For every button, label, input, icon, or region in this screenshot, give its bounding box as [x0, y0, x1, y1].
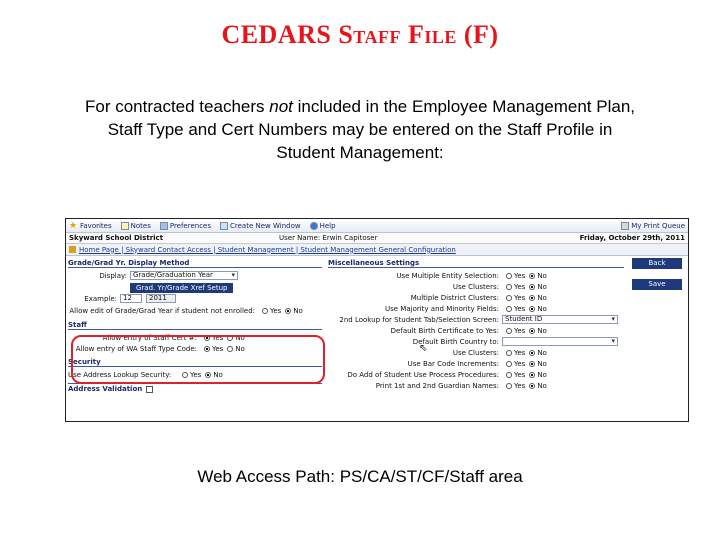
toolbar [66, 219, 688, 233]
setting-no-radio[interactable] [529, 284, 535, 290]
misc-settings-pane: Miscellaneous Settings Use Multiple Entity Selection: Yes No Use Clusters: Yes No Multiple District Clusters: Yes No Use Majority and Minority Fields: Yes No 2nd Lookup for Student Tab/Selection Screen: Student ID ▾ Default Birth Certificate to Yes: Yes No Default Birth Country to: ▾ Use Clusters: Yes No Use Bar Code Increments: Yes No Do Add of Student Use Process Procedures: Yes No Print 1st and 2nd Guardian Names: Yes No [328, 258, 624, 422]
setting-yes-radio[interactable] [506, 361, 512, 367]
save-button[interactable]: Save [632, 279, 682, 290]
setting-label: Multiple District Clusters: [410, 293, 499, 302]
setting-yes-radio[interactable] [506, 306, 512, 312]
left-settings-pane: Grade/Grad Yr. Display Method Display: Grade/Graduation Year ▾ Grad. Yr/Grade Xref Setup Example: 12 2011 Allow edit of Grade/Grad Year if student not enrolled: Yes No Staff Allow entry of Staff Cert #: Yes No Allow entry of WA Staff Type Code: Yes No Security Use Address Lookup Security: Yes No Address Validation [68, 258, 322, 422]
setting-yes-radio[interactable] [506, 350, 512, 356]
security-header: Security [68, 357, 322, 367]
emphasis-not: not [269, 97, 293, 116]
star-icon: ★ [69, 220, 78, 231]
setting-label: Do Add of Student Use Process Procedures: [347, 370, 499, 379]
address-validation-toggle[interactable] [146, 386, 153, 393]
setting-label: Use Bar Code Increments: [407, 359, 499, 368]
example-year: 2011 [146, 294, 176, 303]
setting-no-radio[interactable] [529, 350, 535, 356]
district-name: Skyward School District [69, 234, 164, 242]
mouse-cursor-icon: ⇖ [419, 343, 428, 354]
setting-label: Use Clusters: [452, 348, 499, 357]
setting-no-radio[interactable] [529, 372, 535, 378]
staff-highlight-box [71, 335, 325, 384]
address-lookup-security-label: Use Address Lookup Security: [68, 370, 172, 379]
skyward-screenshot [65, 218, 689, 422]
notes-button[interactable]: Notes [121, 222, 151, 230]
setting-yes-radio[interactable] [506, 295, 512, 301]
current-date: Friday, October 29th, 2011 [579, 234, 685, 242]
setting-yes-radio[interactable] [506, 284, 512, 290]
birth-cert-no-radio[interactable] [529, 328, 535, 334]
allow-grad-no-radio[interactable] [285, 308, 291, 314]
help-icon [310, 222, 318, 230]
window-icon [220, 222, 228, 230]
second-lookup-label: 2nd Lookup for Student Tab/Selection Screen: [339, 315, 499, 324]
setting-no-radio[interactable] [529, 383, 535, 389]
setting-no-radio[interactable] [529, 295, 535, 301]
slide-title: CEDARS Staff File (F) [221, 20, 499, 49]
setting-label: Use Clusters: [452, 282, 499, 291]
birth-cert-yes-radio[interactable] [506, 328, 512, 334]
breadcrumb-links[interactable]: Home Page | Skyward Contact Access | Student Management | Student Management General Configuration [79, 245, 456, 254]
grade-display-header: Grade/Grad Yr. Display Method [68, 258, 322, 268]
birth-country-select[interactable] [502, 337, 618, 346]
allow-grad-edit-label: Allow edit of Grade/Grad Year if student not enrolled: [69, 306, 255, 315]
side-buttons [632, 258, 686, 300]
setting-label: Use Majority and Minority Fields: [385, 304, 499, 313]
allow-grad-yes-radio[interactable] [262, 308, 268, 314]
staff-cert-label: Allow entry of Staff Cert #: [102, 333, 197, 342]
web-access-path: Web Access Path: PS/CA/ST/CF/Staff area [197, 467, 523, 486]
example-grade: 12 [120, 294, 142, 303]
staff-header: Staff [68, 320, 322, 330]
grade-xref-setup-button[interactable]: Grad. Yr/Grade Xref Setup [130, 283, 233, 293]
breadcrumb [66, 244, 688, 256]
example-label: Example: [84, 294, 117, 303]
notes-icon [121, 222, 129, 230]
display-label: Display: [99, 271, 127, 280]
home-icon[interactable] [69, 246, 76, 253]
staff-type-label: Allow entry of WA Staff Type Code: [75, 344, 197, 353]
setting-label: Print 1st and 2nd Guardian Names: [375, 381, 499, 390]
address-validation-header: Address Validation [68, 385, 143, 393]
setting-yes-radio[interactable] [506, 372, 512, 378]
favorites-menu[interactable]: ★ Favorites [69, 220, 112, 231]
setting-no-radio[interactable] [529, 306, 535, 312]
printer-icon [621, 222, 629, 230]
birth-cert-label: Default Birth Certificate to Yes: [390, 326, 499, 335]
preferences-button[interactable]: Preferences [160, 222, 211, 230]
misc-settings-header: Miscellaneous Settings [328, 258, 624, 268]
setting-yes-radio[interactable] [506, 383, 512, 389]
my-print-queue-button[interactable]: My Print Queue [621, 222, 685, 230]
user-name: User Name: Erwin Capitoser [279, 234, 378, 242]
help-menu[interactable]: Help [310, 222, 336, 230]
slide-body-text: For contracted teachers not included in the Employee Management Plan, Staff Type and Cert Numbers may be entered on the Staff Profile in Student Management: [84, 97, 635, 162]
setting-no-radio[interactable] [529, 273, 535, 279]
display-select[interactable]: Grade/Graduation Year ▾ [130, 271, 238, 280]
setting-no-radio[interactable] [529, 361, 535, 367]
preferences-icon [160, 222, 168, 230]
info-bar [66, 233, 688, 244]
create-new-window-button[interactable]: Create New Window [220, 222, 301, 230]
back-button[interactable]: Back [632, 258, 682, 269]
second-lookup-select[interactable]: Student ID ▾ [502, 315, 618, 324]
setting-label: Use Multiple Entity Selection: [396, 271, 499, 280]
setting-yes-radio[interactable] [506, 273, 512, 279]
birth-country-label: Default Birth Country to: [412, 337, 499, 346]
